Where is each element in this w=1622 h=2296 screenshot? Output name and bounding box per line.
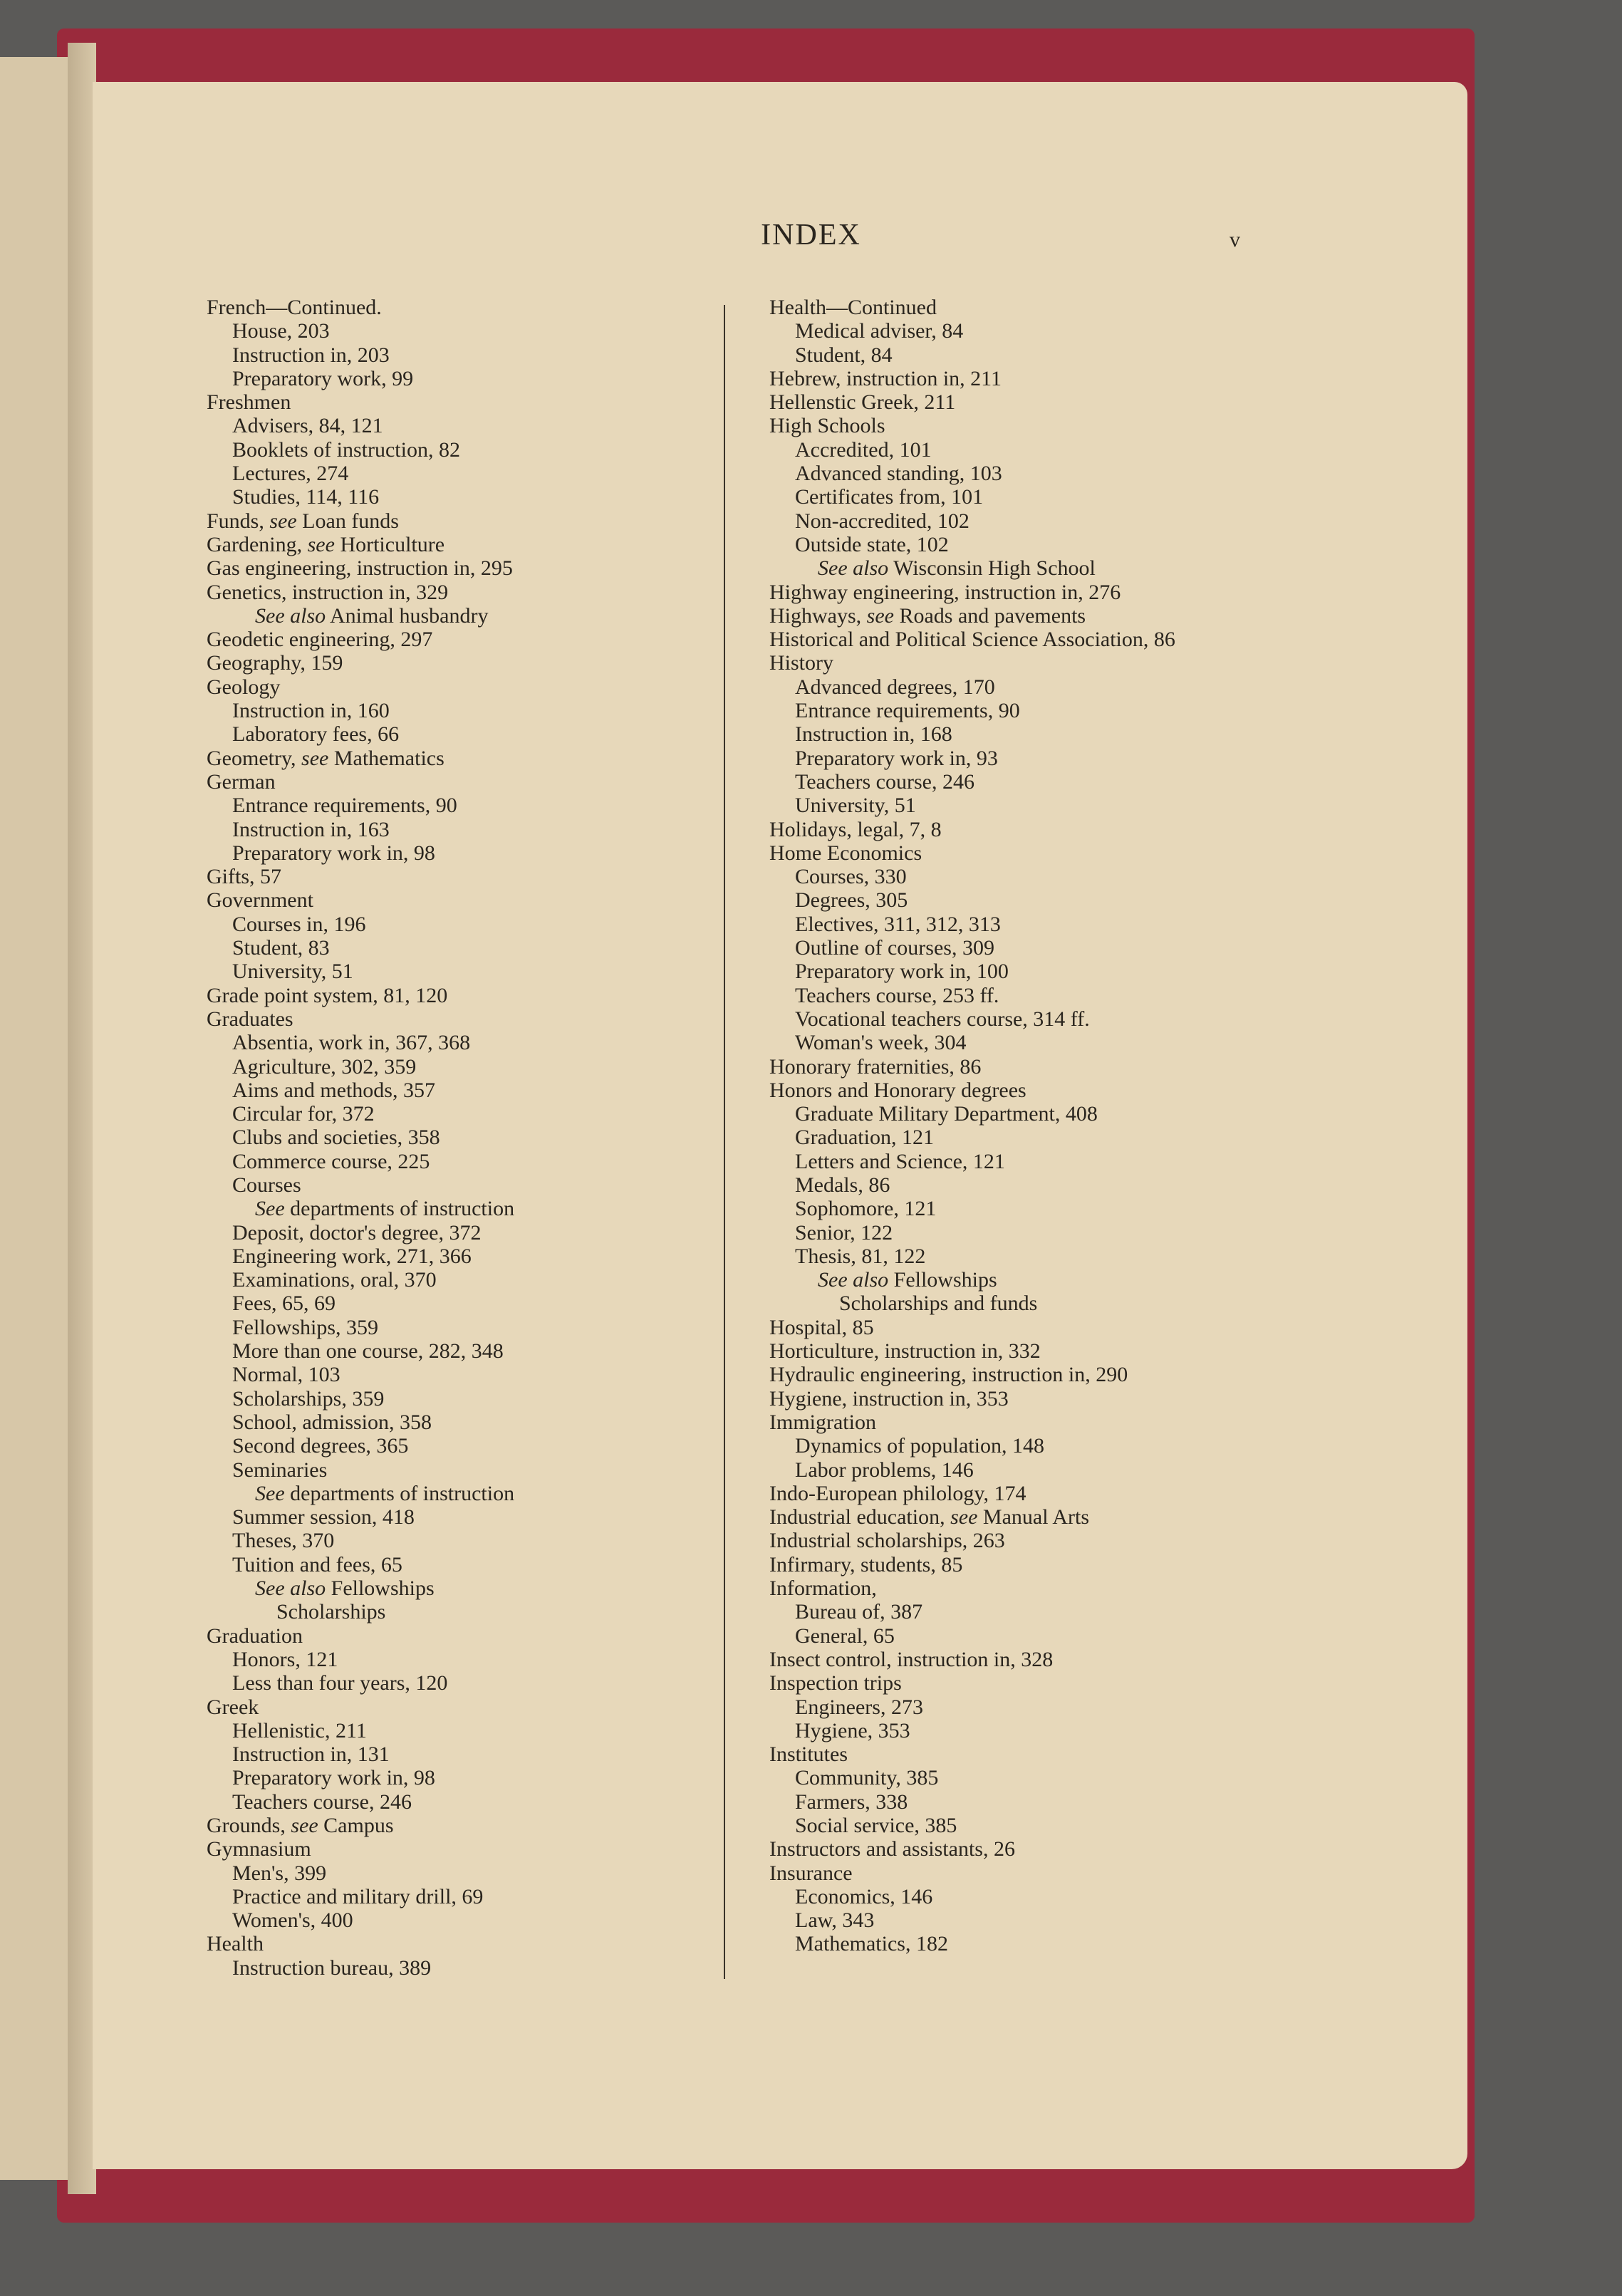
index-entry: Absentia, work in, 367, 368 bbox=[232, 1031, 471, 1055]
index-entry: Economics, 146 bbox=[795, 1884, 933, 1908]
index-entry: Industrial scholarships, 263 bbox=[769, 1529, 1005, 1553]
index-entry: Medals, 86 bbox=[795, 1173, 890, 1197]
index-entry: Thesis, 81, 122 bbox=[795, 1244, 926, 1268]
index-entry: Degrees, 305 bbox=[795, 888, 908, 913]
index-entry: Electives, 311, 312, 313 bbox=[795, 912, 1001, 936]
index-entry: Hellenstic Greek, 211 bbox=[769, 390, 956, 415]
index-column-right bbox=[769, 296, 1175, 1956]
index-entry: Information, bbox=[769, 1576, 877, 1601]
index-entry: Farmers, 338 bbox=[795, 1789, 908, 1814]
index-entry: Instruction bureau, 389 bbox=[232, 1955, 432, 1980]
index-entry: Courses in, 196 bbox=[232, 912, 366, 936]
index-entry: Fellowships, 359 bbox=[232, 1315, 379, 1339]
index-entry: Less than four years, 120 bbox=[232, 1671, 448, 1695]
index-entry: Graduates bbox=[207, 1007, 293, 1031]
index-entry: Preparatory work in, 93 bbox=[795, 746, 998, 770]
index-entry: Certificates from, 101 bbox=[795, 485, 984, 509]
column-divider bbox=[724, 305, 725, 1979]
index-column-left bbox=[207, 296, 514, 1980]
index-entry: Graduate Military Department, 408 bbox=[795, 1102, 1098, 1126]
index-entry: High Schools bbox=[769, 414, 885, 438]
index-entry: History bbox=[769, 651, 833, 675]
index-entry: Deposit, doctor's degree, 372 bbox=[232, 1220, 482, 1245]
index-entry: Gifts, 57 bbox=[207, 865, 281, 889]
index-entry: Instruction in, 131 bbox=[232, 1742, 390, 1767]
index-entry: Non-accredited, 102 bbox=[795, 509, 969, 533]
index-entry: Woman's week, 304 bbox=[795, 1031, 967, 1055]
index-entry: Immigration bbox=[769, 1410, 876, 1434]
index-entry: Freshmen bbox=[207, 390, 291, 415]
index-entry: Genetics, instruction in, 329 bbox=[207, 580, 449, 604]
index-entry: German bbox=[207, 769, 276, 794]
index-entry: Health bbox=[207, 1932, 264, 1956]
index-entry: Theses, 370 bbox=[232, 1529, 335, 1553]
index-entry: Examinations, oral, 370 bbox=[232, 1268, 437, 1292]
index-entry: Fees, 65, 69 bbox=[232, 1292, 336, 1316]
index-entry: Institutes bbox=[769, 1742, 848, 1767]
index-entry: University, 51 bbox=[232, 960, 353, 984]
index-entry: Advanced degrees, 170 bbox=[795, 675, 995, 699]
index-entry: Preparatory work, 99 bbox=[232, 366, 414, 390]
index-entry: Scholarships, 359 bbox=[232, 1386, 385, 1411]
index-entry: Holidays, legal, 7, 8 bbox=[769, 817, 942, 841]
index-entry: Health—Continued bbox=[769, 296, 937, 319]
index-entry: Gas engineering, instruction in, 295 bbox=[207, 556, 513, 581]
index-entry: Honorary fraternities, 86 bbox=[769, 1054, 982, 1079]
index-entry: School, admission, 358 bbox=[232, 1410, 432, 1434]
index-entry: Accredited, 101 bbox=[795, 437, 932, 462]
index-entry: Hellenistic, 211 bbox=[232, 1718, 367, 1742]
index-entry: Hygiene, 353 bbox=[795, 1718, 910, 1742]
index-entry: Seminaries bbox=[232, 1458, 328, 1482]
index-entry: Home Economics bbox=[769, 841, 922, 865]
index-entry: Mathematics, 182 bbox=[795, 1932, 948, 1956]
book-gutter bbox=[68, 43, 96, 2194]
index-entry: Insect control, instruction in, 328 bbox=[769, 1647, 1054, 1671]
index-entry: Instructors and assistants, 26 bbox=[769, 1837, 1015, 1861]
index-entry: Graduation bbox=[207, 1624, 303, 1648]
index-entry: Grade point system, 81, 120 bbox=[207, 983, 448, 1007]
index-entry: Student, 84 bbox=[795, 343, 893, 367]
index-entry: French—Continued. bbox=[207, 296, 382, 319]
index-entry: See departments of instruction bbox=[255, 1197, 515, 1221]
index-entry: Highway engineering, instruction in, 276 bbox=[769, 580, 1121, 604]
index-entry: Women's, 400 bbox=[232, 1908, 353, 1933]
index-entry: Labor problems, 146 bbox=[795, 1458, 974, 1482]
index-entry: Circular for, 372 bbox=[232, 1102, 375, 1126]
index-entry: Horticulture, instruction in, 332 bbox=[769, 1339, 1041, 1363]
index-entry: Normal, 103 bbox=[232, 1363, 340, 1387]
index-entry: Industrial education, see Manual Arts bbox=[769, 1505, 1090, 1529]
index-entry: Practice and military drill, 69 bbox=[232, 1884, 484, 1908]
index-entry: Geometry, see Mathematics bbox=[207, 746, 445, 770]
index-entry: See departments of instruction bbox=[255, 1481, 515, 1505]
index-entry: Men's, 399 bbox=[232, 1861, 327, 1885]
index-entry: Teachers course, 246 bbox=[232, 1789, 412, 1814]
index-entry: Studies, 114, 116 bbox=[232, 485, 380, 509]
index-entry: Instruction in, 163 bbox=[232, 817, 390, 841]
index-entry: Highways, see Roads and pavements bbox=[769, 603, 1086, 628]
index-entry: Entrance requirements, 90 bbox=[232, 794, 457, 818]
index-entry: Letters and Science, 121 bbox=[795, 1149, 1005, 1173]
index-entry: Outline of courses, 309 bbox=[795, 936, 994, 960]
index-entry: Medical adviser, 84 bbox=[795, 319, 964, 343]
index-entry: Summer session, 418 bbox=[232, 1505, 415, 1529]
index-entry: Scholarships bbox=[276, 1600, 386, 1624]
index-entry: Tuition and fees, 65 bbox=[232, 1552, 402, 1576]
index-entry: Scholarships and funds bbox=[839, 1292, 1038, 1316]
index-entry: Instruction in, 168 bbox=[795, 722, 952, 747]
index-entry: Engineering work, 271, 366 bbox=[232, 1244, 472, 1268]
index-entry: More than one course, 282, 348 bbox=[232, 1339, 504, 1363]
page-number: v bbox=[1230, 228, 1240, 251]
index-entry: Commerce course, 225 bbox=[232, 1149, 430, 1173]
index-entry: Courses, 330 bbox=[795, 865, 907, 889]
index-entry: House, 203 bbox=[232, 319, 330, 343]
index-entry: Greek bbox=[207, 1695, 259, 1719]
index-entry: Geology bbox=[207, 675, 281, 699]
index-entry: Student, 83 bbox=[232, 936, 330, 960]
index-entry: Geodetic engineering, 297 bbox=[207, 628, 433, 652]
index-entry: Agriculture, 302, 359 bbox=[232, 1054, 417, 1079]
index-entry: Social service, 385 bbox=[795, 1814, 957, 1837]
index-entry: Indo-European philology, 174 bbox=[769, 1481, 1026, 1505]
previous-page-edge bbox=[0, 57, 78, 2180]
index-entry: Community, 385 bbox=[795, 1766, 939, 1790]
index-entry: Courses bbox=[232, 1173, 301, 1197]
index-entry: Advanced standing, 103 bbox=[795, 462, 1002, 486]
index-entry: Teachers course, 246 bbox=[795, 769, 974, 794]
index-entry: Law, 343 bbox=[795, 1908, 875, 1933]
index-entry: Gymnasium bbox=[207, 1837, 311, 1861]
index-entry: Bureau of, 387 bbox=[795, 1600, 923, 1624]
index-entry: Hebrew, instruction in, 211 bbox=[769, 366, 1002, 390]
index-entry: See also Fellowships bbox=[255, 1576, 435, 1601]
index-entry: See also Fellowships bbox=[818, 1268, 997, 1292]
index-entry: Instruction in, 160 bbox=[232, 699, 390, 723]
index-entry: Aims and methods, 357 bbox=[232, 1078, 435, 1102]
index-entry: Entrance requirements, 90 bbox=[795, 699, 1020, 723]
index-entry: Laboratory fees, 66 bbox=[232, 722, 400, 747]
index-entry: Preparatory work in, 98 bbox=[232, 1766, 435, 1790]
index-entry: Senior, 122 bbox=[795, 1220, 893, 1245]
index-entry: Honors and Honorary degrees bbox=[769, 1078, 1026, 1102]
index-entry: Grounds, see Campus bbox=[207, 1814, 394, 1837]
index-entry: Booklets of instruction, 82 bbox=[232, 437, 460, 462]
index-entry: Gardening, see Horticulture bbox=[207, 532, 445, 556]
index-entry: Advisers, 84, 121 bbox=[232, 414, 383, 438]
index-entry: Teachers course, 253 ff. bbox=[795, 983, 999, 1007]
index-entry: See also Wisconsin High School bbox=[818, 556, 1096, 581]
index-entry: Hospital, 85 bbox=[769, 1315, 874, 1339]
index-entry: Dynamics of population, 148 bbox=[795, 1434, 1044, 1458]
index-entry: Preparatory work in, 98 bbox=[232, 841, 435, 865]
index-entry: General, 65 bbox=[795, 1624, 895, 1648]
index-entry: Geography, 159 bbox=[207, 651, 343, 675]
index-entry: See also Animal husbandry bbox=[255, 603, 489, 628]
index-entry: Infirmary, students, 85 bbox=[769, 1552, 963, 1576]
index-entry: Sophomore, 121 bbox=[795, 1197, 937, 1221]
index-entry: Honors, 121 bbox=[232, 1647, 338, 1671]
index-entry: Insurance bbox=[769, 1861, 853, 1885]
index-entry: Funds, see Loan funds bbox=[207, 509, 399, 533]
index-entry: Government bbox=[207, 888, 313, 913]
index-entry: Clubs and societies, 358 bbox=[232, 1126, 440, 1150]
index-entry: Second degrees, 365 bbox=[232, 1434, 409, 1458]
index-entry: Hygiene, instruction in, 353 bbox=[769, 1386, 1009, 1411]
index-entry: Graduation, 121 bbox=[795, 1126, 934, 1150]
index-entry: University, 51 bbox=[795, 794, 916, 818]
page-title: INDEX bbox=[761, 219, 861, 251]
index-entry: Hydraulic engineering, instruction in, 290 bbox=[769, 1363, 1128, 1387]
index-entry: Instruction in, 203 bbox=[232, 343, 390, 367]
index-entry: Lectures, 274 bbox=[232, 462, 349, 486]
index-entry: Engineers, 273 bbox=[795, 1695, 923, 1719]
index-entry: Historical and Political Science Association, 86 bbox=[769, 628, 1175, 652]
index-entry: Inspection trips bbox=[769, 1671, 902, 1695]
index-entry: Vocational teachers course, 314 ff. bbox=[795, 1007, 1090, 1031]
index-entry: Preparatory work in, 100 bbox=[795, 960, 1009, 984]
index-entry: Outside state, 102 bbox=[795, 532, 949, 556]
